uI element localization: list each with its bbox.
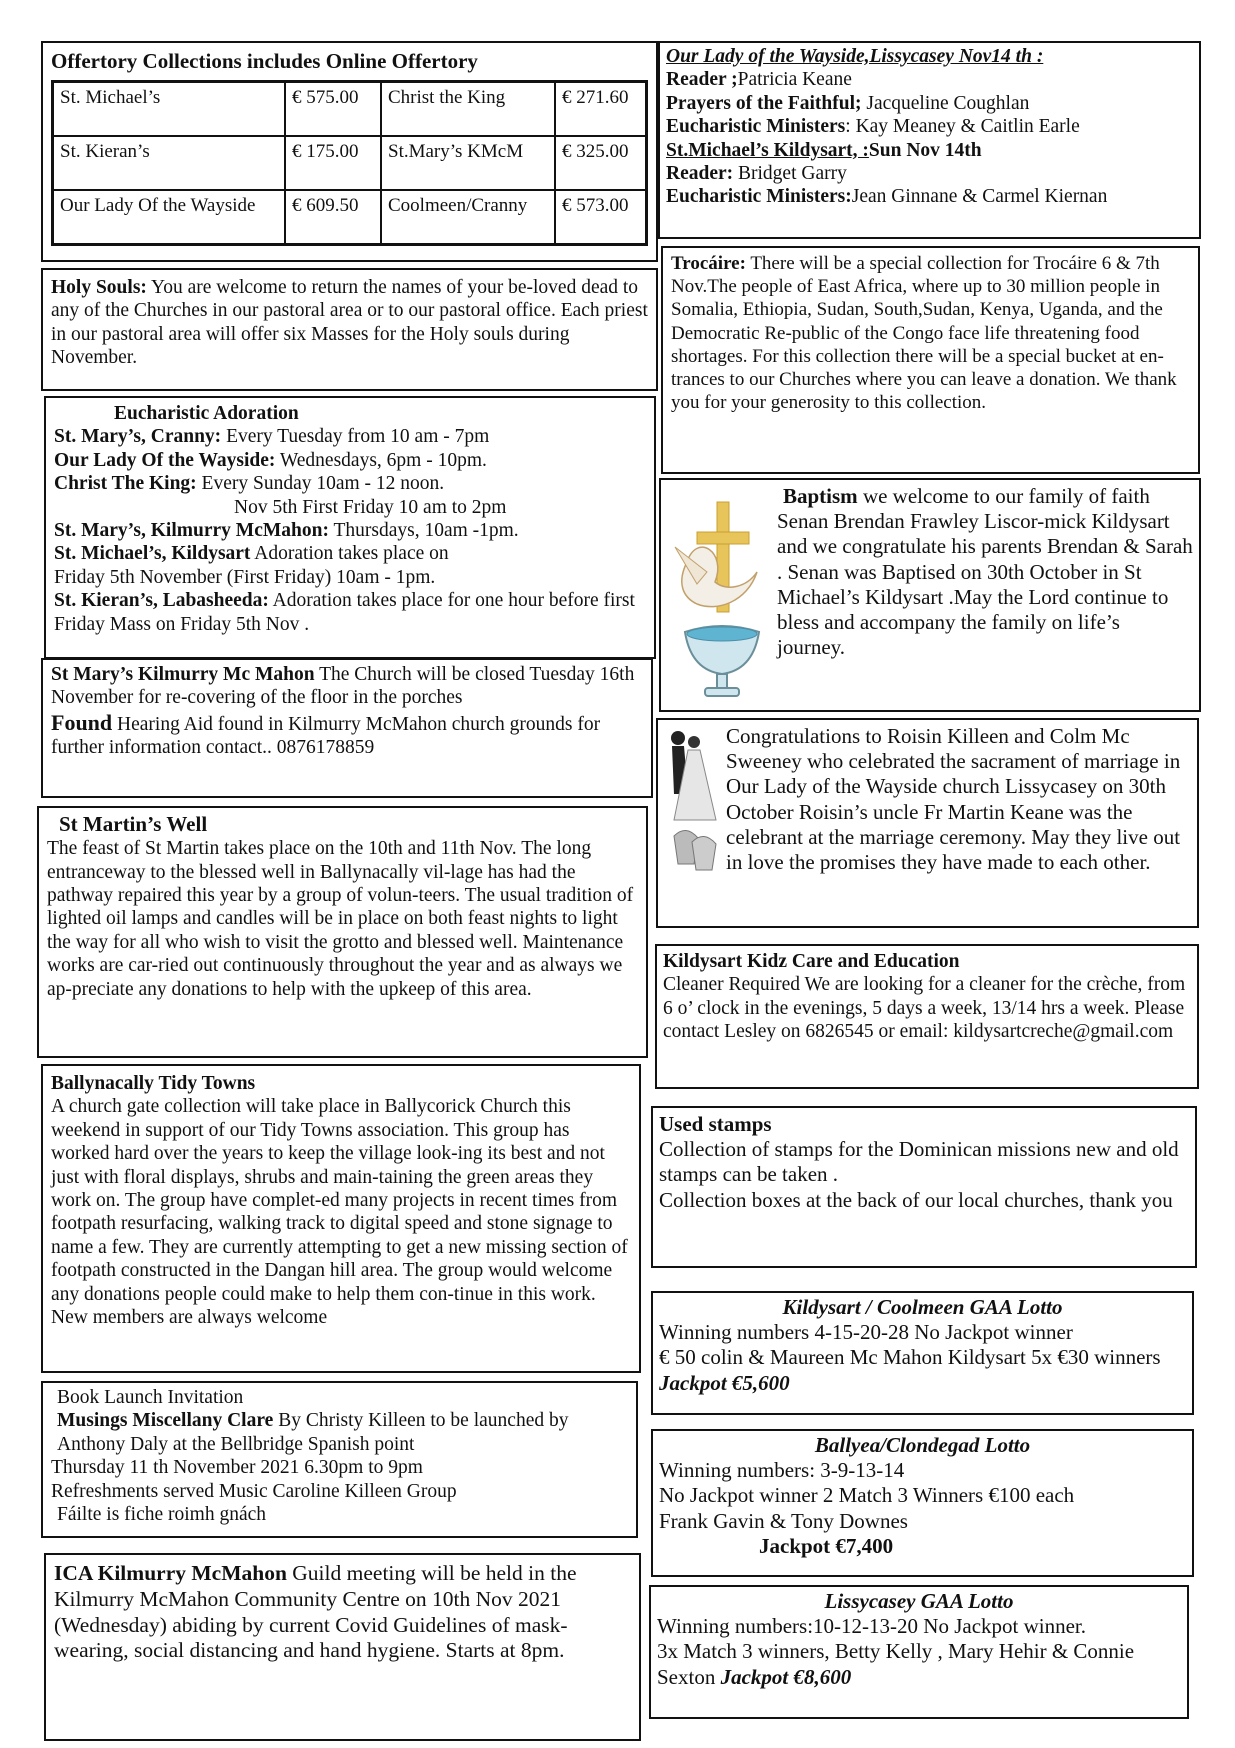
book-launch-title: Book Launch Invitation — [57, 1387, 244, 1408]
adoration-line: Friday 5th November (First Friday) 10am - 1pm. — [54, 566, 436, 588]
kilmurry-closed-notice: St Mary’s Kilmurry Mc Mahon The Church will be closed Tuesday 16th November for re-covering of the floor in the porches — [51, 664, 635, 709]
lotto-lissycasey-box — [649, 1585, 1189, 1719]
lotto-ballyea-numbers: Winning numbers: 3-9-13-14 — [659, 1458, 905, 1483]
baptism-text: we welcome to our family of faith Senan Brendan Frawley Liscor-mick Kildysart and we congratulate his parents Brendan & Sarah . Senan was Baptised on 30th October in St Michael’s Kildysart .May the Lord continue to bless and accompany the family on life’s journey. — [777, 484, 1193, 660]
adoration-line: St. Michael’s, Kildysart Adoration takes place on — [54, 543, 449, 565]
lotto-ballyea-jackpot: Jackpot €7,400 — [759, 1533, 894, 1558]
rota-line: Reader ;Patricia Keane — [666, 69, 852, 91]
found-notice: Found Hearing Aid found in Kilmurry McMahon church grounds for further information contact.. 0876178859 — [51, 709, 601, 759]
ica-text: Guild meeting will be held in the Kilmurry McMahon Community Centre on 10th Nov 2021 (Wednesday) abiding by current Covid Guidelines of mask-wearing, social distancing and hand hygiene. Starts at 8pm. — [54, 1561, 577, 1663]
adoration-line: St. Mary’s, Kilmurry McMahon: Thursdays, 10am -1pm. — [54, 519, 519, 541]
tidy-towns-title: Ballynacally Tidy Towns — [51, 1073, 256, 1094]
rota-line: Eucharistic Ministers: Kay Meaney & Caitlin Earle — [666, 116, 1080, 138]
table-cell: Christ the King — [381, 82, 555, 137]
offertory-box — [41, 41, 658, 262]
rota-box — [658, 41, 1201, 239]
kidz-box — [655, 944, 1199, 1089]
table-cell: € 573.00 — [555, 190, 647, 245]
lotto-lissycasey-numbers: Winning numbers:10-12-13-20 No Jackpot winner. — [657, 1614, 1087, 1639]
offertory-table — [51, 80, 648, 246]
rota-title-wayside: Our Lady of the Wayside,Lissycasey Nov14 th : — [666, 46, 1044, 67]
rota-line: Reader: Bridget Garry — [666, 162, 847, 184]
tidy-towns-box — [41, 1064, 641, 1373]
adoration-line: St. Mary’s, Cranny: Every Tuesday from 10 am - 7pm — [54, 426, 490, 448]
wedding-illustration — [664, 724, 724, 894]
stamps-text-2: Collection boxes at the back of our local churches, thank you — [659, 1187, 1173, 1212]
st-martin-text: The feast of St Martin takes place on the 10th and 11th Nov. The long entranceway to the blessed well in Ballynacally vil-lage has had the pathway repaired this year by a group of volun-teers. The usual tradition of lighted oil lamps and candles will be in place on both feast nights to light the way for all who wish to visit the grotto and blessed well. Maintenance works are car-ried out continuously throughout the year and as always we ap-preciate any donations to help with the upkeep of this area. — [47, 838, 634, 1000]
table-cell: € 325.00 — [555, 136, 647, 190]
trocaire-box — [661, 246, 1200, 474]
table-row — [53, 190, 647, 245]
wedding-box — [656, 718, 1199, 928]
table-row — [53, 82, 647, 137]
st-martin-box — [37, 806, 648, 1058]
dove-cross-font-icon — [667, 492, 767, 702]
lotto-ballyea-title: Ballyea/Clondegad Lotto — [814, 1433, 1031, 1457]
adoration-line: Our Lady Of the Wayside: Wednesdays, 6pm - 10pm. — [54, 449, 487, 471]
adoration-box — [44, 396, 656, 659]
wedding-couple-icon — [664, 724, 722, 894]
offertory-title: Offertory Collections includes Online Offertory — [51, 49, 478, 73]
lotto-kildysart-winners: € 50 colin & Maureen Mc Mahon Kildysart 5x €30 winners Jackpot €5,600 — [659, 1345, 1161, 1395]
stamps-title: Used stamps — [659, 1112, 772, 1136]
holy-souls-text: You are welcome to return the names of your be-loved dead to any of the Churches in our pastoral area or to our pastoral office. Each priest in our pastoral area will offer six Masses for the Holy souls during November. — [51, 277, 648, 369]
stamps-box — [651, 1106, 1197, 1268]
table-cell: € 175.00 — [285, 136, 381, 190]
trocaire-text: There will be a special collection for Trocáire 6 & 7th Nov.The people of East Africa, where up to 30 million people in Somalia, Ethiopia, Sudan, South,Sudan, Kenya, Uganda, and the Democratic Re-public of the Congo face life threatening food shortages. For this collection there will be a special bucket at en-trances to our Churches where you can leave a donation. We thank you for your generosity to this collection. — [671, 253, 1177, 414]
holy-souls-box — [41, 268, 658, 391]
kilmurry-church-box — [41, 658, 653, 798]
table-row — [53, 136, 647, 190]
ica-label: ICA Kilmurry McMahon — [54, 1561, 287, 1585]
rota-title-kildysart: St.Michael’s Kildysart, :Sun Nov 14th — [666, 139, 982, 161]
table-cell: Our Lady Of the Wayside — [53, 190, 286, 245]
lotto-lissycasey-winners: 3x Match 3 winners, Betty Kelly , Mary Hehir & Connie Sexton Jackpot €8,600 — [657, 1639, 1135, 1689]
ica-box — [44, 1553, 641, 1741]
trocaire-label: Trocáire: — [671, 253, 746, 274]
table-cell: € 609.50 — [285, 190, 381, 245]
lotto-kildysart-title: Kildysart / Coolmeen GAA Lotto — [782, 1295, 1063, 1319]
adoration-line: Nov 5th First Friday 10 am to 2pm — [234, 496, 507, 518]
lotto-lissycasey-title: Lissycasey GAA Lotto — [824, 1589, 1014, 1613]
table-cell: € 271.60 — [555, 82, 647, 137]
book-launch-failte: Fáilte is fiche roimh gnách — [57, 1503, 267, 1525]
book-launch-box — [41, 1381, 638, 1538]
kidz-title: Kildysart Kidz Care and Education — [663, 951, 960, 972]
table-cell: € 575.00 — [285, 82, 381, 137]
table-cell: Coolmeen/Cranny — [381, 190, 555, 245]
st-martin-title: St Martin’s Well — [59, 812, 208, 836]
book-launch-desc: Musings Miscellany Clare By Christy Killeen to be launched by Anthony Daly at the Bellbridge Spanish point — [57, 1410, 569, 1455]
kidz-text: Cleaner Required We are looking for a cleaner for the crèche, from 6 o’ clock in the evenings, 5 days a week, 13/14 hrs a week. Please contact Lesley on 6826545 or email: kildysartcreche@gmail.com — [663, 974, 1186, 1043]
adoration-line: Christ The King: Every Sunday 10am - 12 noon. — [54, 473, 445, 495]
table-cell: St.Mary’s KMcM — [381, 136, 555, 190]
baptism-illustration — [667, 492, 767, 702]
rota-line: Prayers of the Faithful; Jacqueline Coughlan — [666, 92, 1030, 114]
lotto-kildysart-jackpot: Jackpot €5,600 — [659, 1370, 790, 1395]
lotto-ballyea-winners: Frank Gavin & Tony Downes — [659, 1508, 908, 1533]
lotto-kildysart-box — [651, 1291, 1194, 1415]
baptism-label: Baptism — [783, 484, 858, 508]
book-launch-refreshments: Refreshments served Music Caroline Killeen Group — [51, 1480, 457, 1502]
tidy-towns-text: A church gate collection will take place in Ballycorick Church this weekend in support of our Tidy Towns association. This group has worked hard over the years to keep the village look-ing its best and not just with floral displays, shrubs and main-taining the green areas they work on. The group have complet-ed many projects in recent times from footpath resurfacing, walking track to digital speed and stone signage to name a few. They are currently attempting to get a new missing section of footpath constructed in the Dangan hill area. The group would welcome any donations people could make to help them con-tinue in this work. New members are always welcome — [51, 1096, 628, 1328]
lotto-ballyea-match: No Jackpot winner 2 Match 3 Winners €100 each — [659, 1483, 1075, 1508]
table-cell: St. Michael’s — [53, 82, 286, 137]
wedding-text: Congratulations to Roisin Killeen and Colm Mc Sweeney who celebrated the sacrament of marriage in Our Lady of the Wayside church Lissycasey on 30th October Roisin’s uncle Fr Martin Keane was the celebrant at the marriage ceremony. May they live out in love the promises they have made to each other. — [726, 724, 1181, 874]
baptism-box — [659, 478, 1201, 712]
table-cell: St. Kieran’s — [53, 136, 286, 190]
adoration-title: Eucharistic Adoration — [114, 403, 299, 424]
adoration-line: St. Kieran’s, Labasheeda: Adoration takes place for one hour before first Friday Mass on Friday 5th Nov . — [54, 590, 635, 635]
lotto-kildysart-numbers: Winning numbers 4-15-20-28 No Jackpot winner — [659, 1320, 1073, 1345]
baptism-text-block — [777, 484, 1193, 660]
lotto-lissycasey-jackpot: Jackpot €8,600 — [720, 1664, 852, 1689]
rota-line: Eucharistic Ministers:Jean Ginnane & Carmel Kiernan — [666, 186, 1108, 208]
book-launch-date: Thursday 11 th November 2021 6.30pm to 9pm — [51, 1457, 423, 1479]
stamps-text-1: Collection of stamps for the Dominican missions new and old stamps can be taken . — [659, 1137, 1179, 1187]
holy-souls-label: Holy Souls: — [51, 277, 147, 298]
lotto-ballyea-box — [651, 1429, 1194, 1577]
